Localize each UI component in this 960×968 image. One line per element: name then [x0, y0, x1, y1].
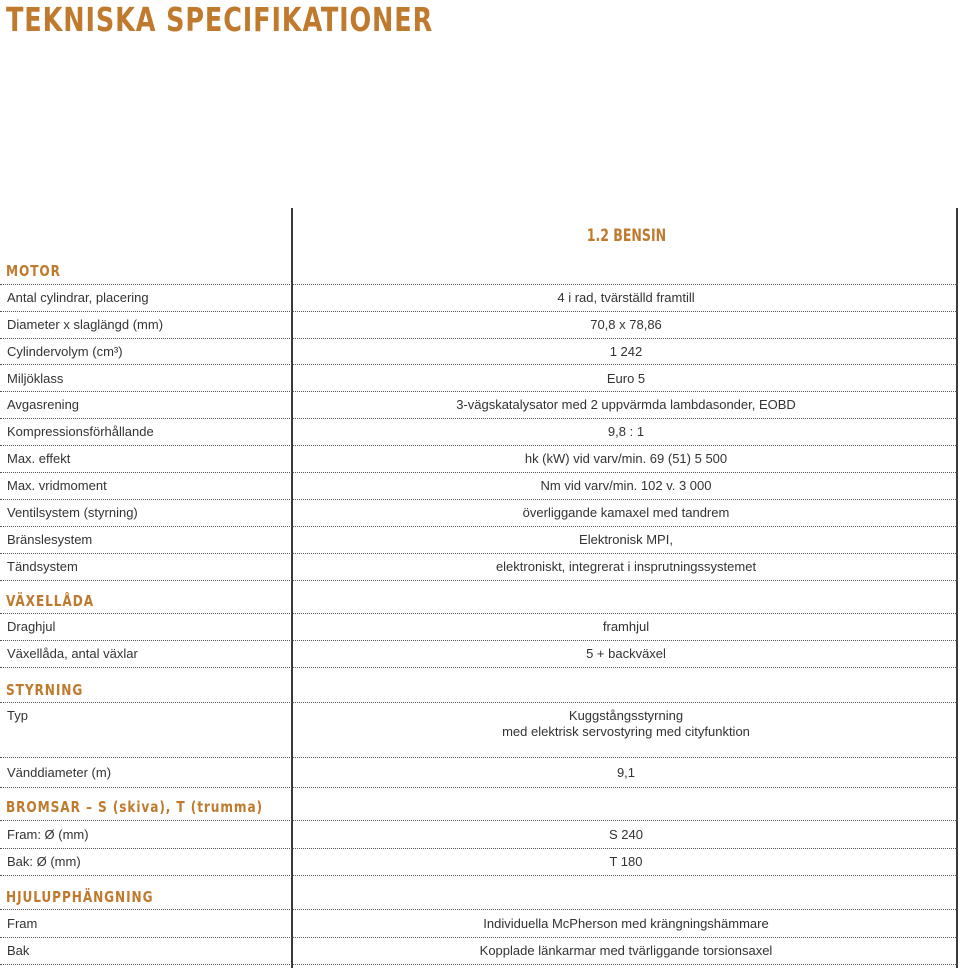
spec-label: Bak: Ø (mm)	[7, 854, 81, 869]
row-divider	[0, 284, 958, 285]
spec-label: Bak	[7, 943, 30, 958]
spec-label: Draghjul	[7, 619, 56, 634]
row-divider	[0, 364, 958, 365]
row-divider	[0, 553, 958, 554]
row-divider	[0, 640, 958, 641]
row-divider	[0, 526, 958, 527]
spec-value: framhjul	[602, 619, 650, 634]
row-divider	[0, 757, 958, 758]
spec-value: 5 + backväxel	[586, 646, 666, 661]
spec-label: Vänddiameter (m)	[7, 765, 112, 780]
spec-value: Elektronisk MPI,	[579, 532, 673, 547]
spec-label: Max. vridmoment	[7, 478, 107, 493]
section-title-vaxellada: VÄXELLÅDA	[6, 592, 95, 610]
section-title-hjulupphangning: HJULUPPHÄNGNING	[6, 888, 154, 906]
spec-label: Kompressionsförhållande	[7, 424, 154, 439]
spec-value-line: med elektrisk servostyring med cityfunktion	[502, 724, 750, 739]
spec-label: Ventilsystem (styrning)	[7, 505, 138, 520]
spec-label: Diameter x slaglängd (mm)	[7, 317, 164, 332]
spec-label: Fram: Ø (mm)	[7, 827, 89, 842]
spec-value: Kopplade länkarmar med tvärliggande torsionsaxel	[479, 943, 773, 958]
spec-label: Antal cylindrar, placering	[7, 290, 149, 305]
row-divider	[0, 445, 958, 446]
row-divider	[0, 820, 958, 821]
spec-label: Avgasrening	[7, 397, 80, 412]
row-divider	[0, 418, 958, 419]
spec-value: hk (kW) vid varv/min. 69 (51) 5 500	[524, 451, 728, 466]
row-divider	[0, 848, 958, 849]
spec-value: Nm vid varv/min. 102 v. 3 000	[540, 478, 712, 493]
spec-label: Max. effekt	[7, 451, 71, 466]
spec-value: T 180	[609, 854, 643, 869]
row-divider	[0, 311, 958, 312]
spec-label: Växellåda, antal växlar	[7, 646, 138, 661]
spec-value: elektroniskt, integrerat i insprutningssystemet	[495, 559, 757, 574]
row-divider	[0, 338, 958, 339]
row-divider	[0, 909, 958, 910]
spec-label: Tändsystem	[7, 559, 78, 574]
row-divider	[0, 875, 958, 876]
spec-value	[294, 708, 958, 740]
spec-value: 4 i rad, tvärställd framtill	[557, 290, 695, 305]
spec-label: Miljöklass	[7, 371, 64, 386]
section-title-motor: MOTOR	[6, 262, 61, 280]
spec-label: Fram	[7, 916, 38, 931]
section-title-bromsar: BROMSAR – S (skiva), T (trumma)	[6, 798, 264, 816]
page-title: TEKNISKA SPECIFIKATIONER	[6, 0, 434, 39]
spec-label: Bränslesystem	[7, 532, 93, 547]
spec-value: överliggande kamaxel med tandrem	[522, 505, 730, 520]
engine-column-header: 1.2 BENSIN	[586, 226, 666, 246]
spec-value: 9,1	[616, 765, 636, 780]
spec-value: 70,8 x 78,86	[590, 317, 662, 332]
column-divider-left	[291, 208, 293, 968]
spec-value: S 240	[609, 827, 643, 842]
row-divider	[0, 472, 958, 473]
row-divider	[0, 667, 958, 668]
spec-value-line: Kuggstångsstyrning	[568, 708, 684, 723]
row-divider	[0, 702, 958, 703]
row-divider	[0, 613, 958, 614]
spec-label: Typ	[7, 708, 28, 723]
row-divider	[0, 580, 958, 581]
spec-label: Cylindervolym (cm³)	[7, 344, 123, 359]
row-divider	[0, 937, 958, 938]
spec-value: Euro 5	[606, 371, 646, 386]
spec-value: 9,8 : 1	[607, 424, 645, 439]
spec-value: 3-vägskatalysator med 2 uppvärmda lambdasonder, EOBD	[456, 397, 796, 412]
spec-value: 1 242	[609, 344, 643, 359]
row-divider	[0, 787, 958, 788]
section-title-styrning: STYRNING	[6, 681, 84, 699]
spec-value: Individuella McPherson med krängningshämmare	[483, 916, 769, 931]
row-divider	[0, 964, 958, 965]
row-divider	[0, 499, 958, 500]
row-divider	[0, 391, 958, 392]
